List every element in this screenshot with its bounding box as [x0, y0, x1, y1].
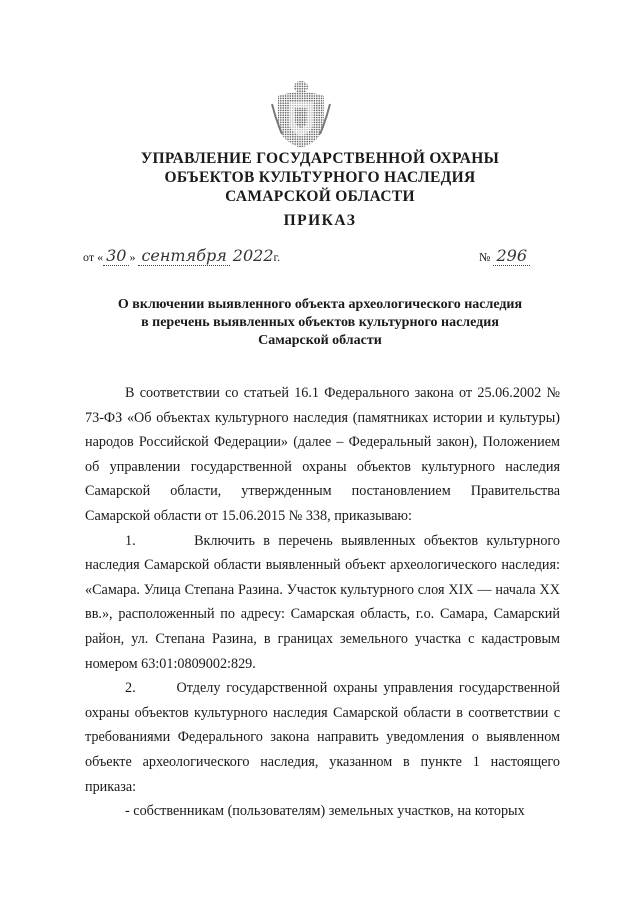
order-body	[85, 381, 560, 824]
document-date	[83, 246, 280, 265]
date-suffix: г.	[273, 250, 281, 264]
date-prefix: от «	[83, 250, 104, 264]
org-line-3: САМАРСКОЙ ОБЛАСТИ	[225, 188, 415, 205]
subject-line-3: Самарской области	[258, 333, 382, 348]
document-number	[479, 246, 530, 265]
coat-of-arms-emblem	[270, 78, 332, 150]
document-type-title: ПРИКАЗ	[283, 212, 357, 229]
date-day: 30	[103, 246, 129, 266]
body-paragraph-preamble: В соответствии со статьей 16.1 Федерального закона от 25.06.2002 № 73-ФЗ «Об объектах культурного наследия (памятниках истории и культуры) народов Российской Федерации» (далее – Федеральный закон), Положением об управлении государственной охраны объектов культурного наследия Самарской области, утвержденным постановлением Правительства Самарской области от 15.06.2015 № 338, приказываю:	[85, 385, 560, 524]
number-label: №	[479, 250, 491, 264]
body-paragraph-item-2: 2. Отделу государственной охраны управления государственной охраны объектов культурного наследия Самарской области в соответствии с требованиями Федерального закона направить уведомления о выявленном объекте археологического наследия, указанном в пункте 1 настоящего приказа:	[85, 680, 560, 795]
org-line-1: УПРАВЛЕНИЕ ГОСУДАРСТВЕННОЙ ОХРАНЫ	[140, 150, 500, 167]
order-subject	[0, 296, 640, 350]
body-paragraph-item-1: 1. Включить в перечень выявленных объектов культурного наследия Самарской области выявленный объект археологического наследия: «Самара. Улица Степана Разина. Участок культурного слоя XIX — начала XX вв.», расположенный по адресу: Самарская область, г.о. Самара, Самарский район, ул. Степана Разина, в границах земельного участка с кадастровым номером 63:01:0809002:829.	[85, 532, 560, 672]
body-paragraph-bullet: - собственникам (пользователям) земельных участков, на которых	[125, 803, 525, 820]
subject-line-2: в перечень выявленных объектов культурного наследия	[141, 315, 499, 330]
number-value: 296	[493, 246, 530, 266]
organization-heading	[0, 149, 640, 206]
date-month: сентября	[138, 246, 229, 266]
date-separator: »	[129, 250, 136, 264]
subject-line-1: О включении выявленного объекта археологического наследия	[117, 297, 523, 312]
org-line-2: ОБЪЕКТОВ КУЛЬТУРНОГО НАСЛЕДИЯ	[164, 169, 476, 186]
date-year: 2022	[232, 246, 274, 265]
